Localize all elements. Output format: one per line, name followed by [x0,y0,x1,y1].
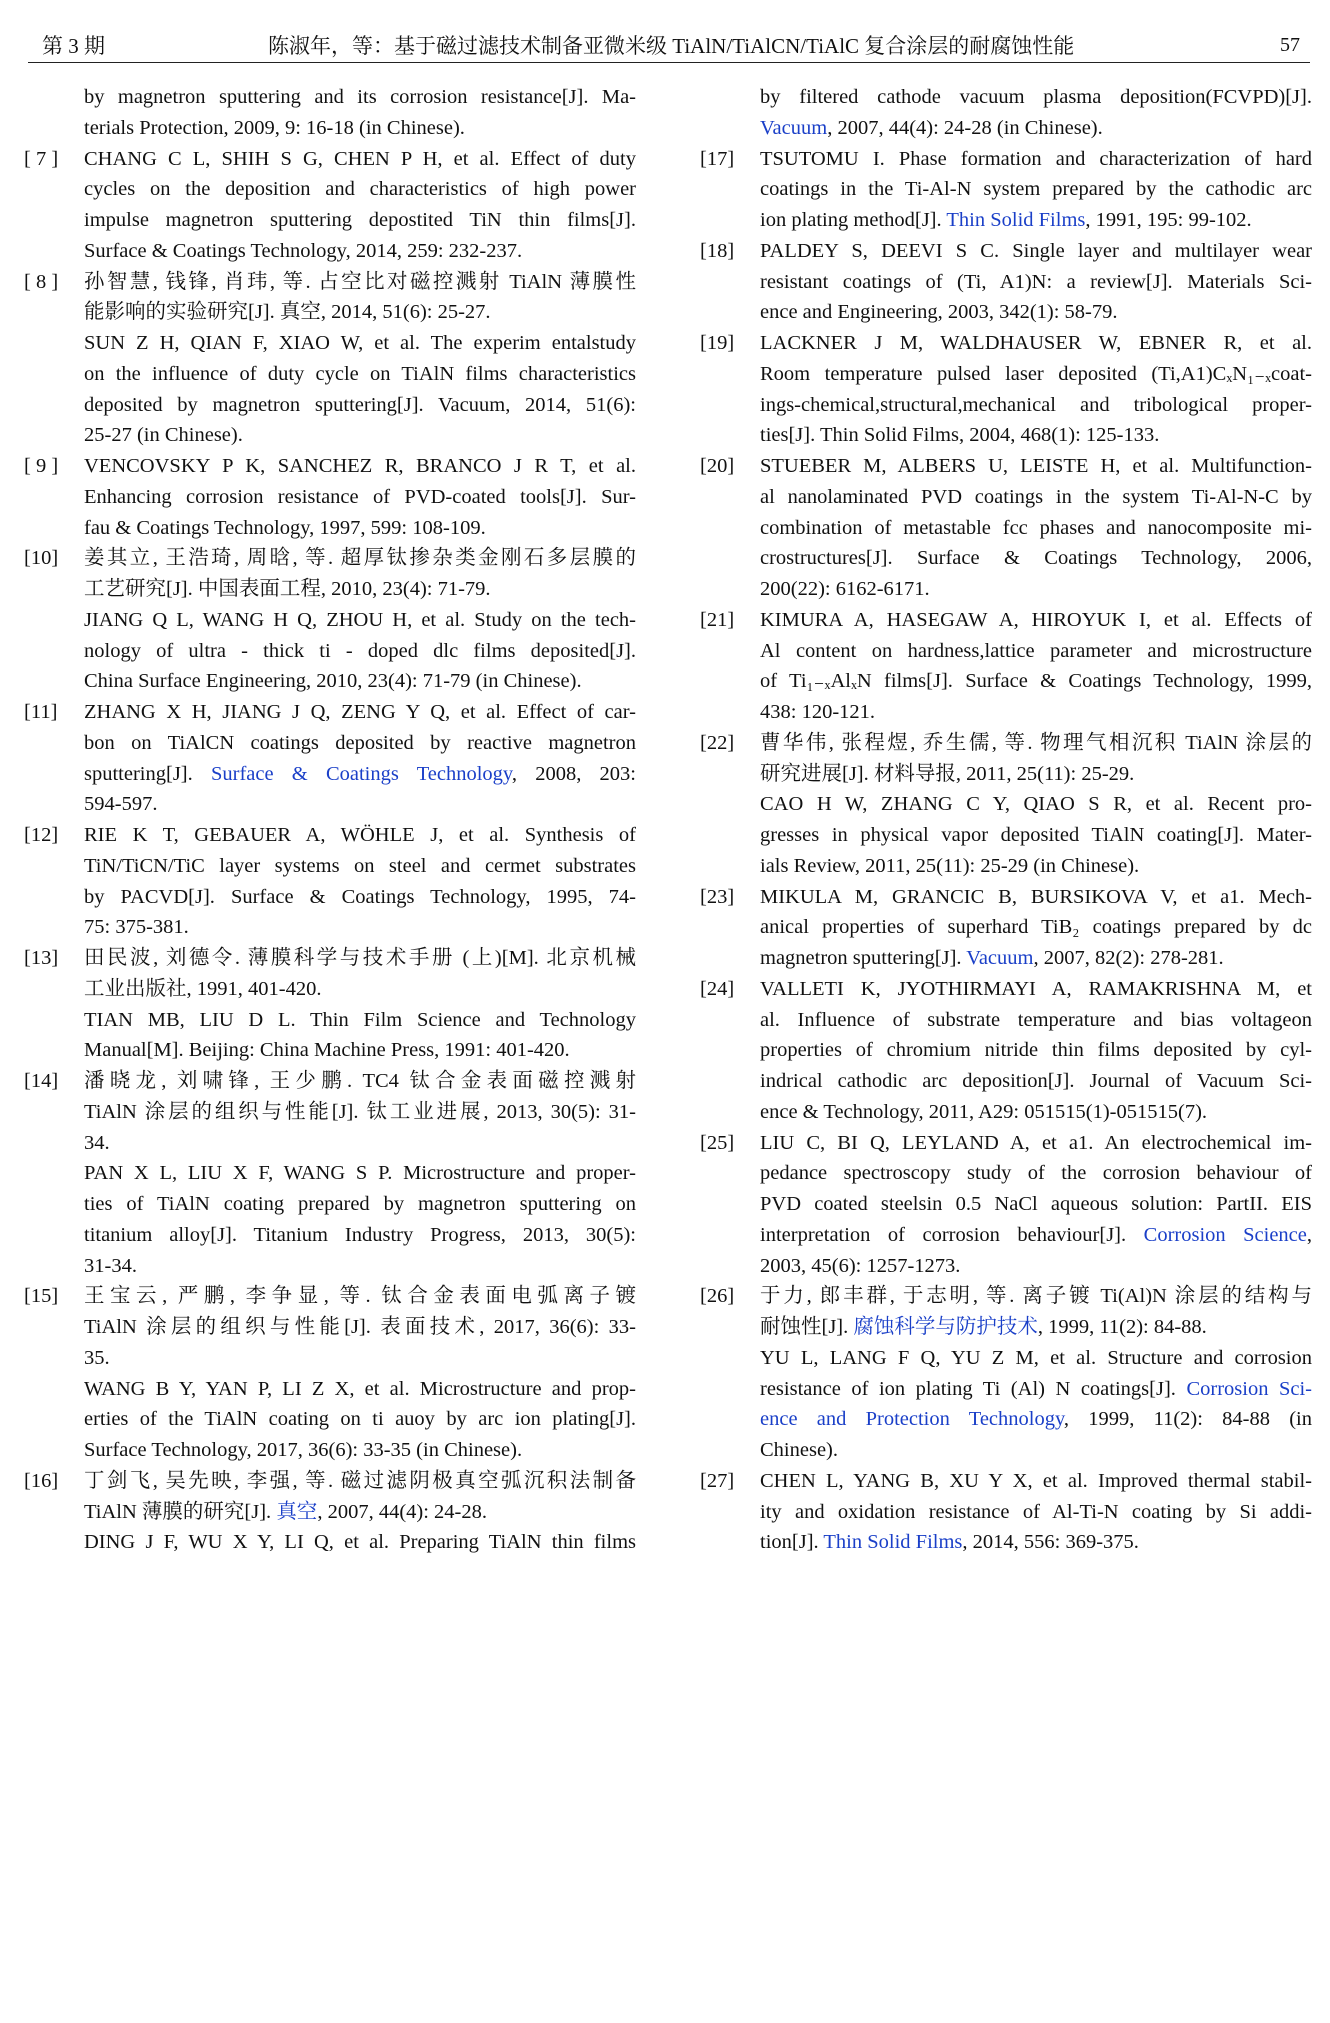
reference-number: [20] [700,455,735,477]
reference-text: combination of metastable fcc phases and nanocomposite mi- [760,516,1312,539]
reference-text: 35. [84,1346,110,1369]
reference-text: Vacuum, 2007, 44(4): 24-28 (in Chinese). [760,116,1103,139]
reference-text: CHEN L, YANG B, XU Y X, et al. Improved thermal stabil- [760,1469,1312,1492]
reference-text: on the influence of duty cycle on TiAlN films characteristics [84,362,636,385]
reference-text: 31-34. [84,1254,137,1277]
reference-number: [ 9 ] [24,455,59,477]
reference-text: 曹华伟, 张程煜, 乔生儒, 等. 物理气相沉积 TiAlN 涂层的 [760,731,1312,754]
reference-text: LIU C, BI Q, LEYLAND A, et a1. An electrochemical im- [760,1131,1312,1154]
reference-text: tion[J]. Thin Solid Films, 2014, 556: 369-375. [760,1531,1139,1554]
journal-link[interactable]: Corrosion Science [1143,1223,1307,1246]
reference-text: pedance spectroscopy study of the corrosion behaviour of [760,1162,1312,1185]
reference-text: PAN X L, LIU X F, WANG S P. Microstructure and proper- [84,1162,636,1185]
reference-text: TiAlN 薄膜的研究[J]. 真空, 2007, 44(4): 24-28. [84,1500,487,1523]
reference-text: VALLETI K, JYOTHIRMAYI A, RAMAKRISHNA M, et [760,977,1312,1000]
journal-link[interactable]: Corrosion Sci- [1186,1377,1312,1400]
reference-text: ZHANG X H, JIANG J Q, ZENG Y Q, et al. Effect of car- [84,701,636,723]
reference-text: TiAlN 涂层的组织与性能[J]. 表面技术, 2017, 36(6): 33- [84,1316,636,1338]
journal-link[interactable]: Vacuum [760,116,828,139]
journal-link[interactable]: 真空 [276,1500,318,1523]
reference-text: 200(22): 6162-6171. [760,578,930,600]
reference-text: gresses in physical vapor deposited TiAlN coating[J]. Mater- [760,824,1312,846]
reference-text: TiN/TiCN/TiC layer systems on steel and cermet substrates [84,854,636,877]
reference-text: JIANG Q L, WANG H Q, ZHOU H, et al. Study on the tech- [84,608,636,631]
reference-text: RIE K T, GEBAUER A, WÖHLE J, et al. Synthesis of [84,824,636,846]
reference-number: [27] [700,1469,735,1492]
journal-link[interactable]: Surface & Coatings Technology [210,762,512,785]
reference-text: PVD coated steelsin 0.5 NaCl aqueous solution: PartII. EIS [760,1193,1312,1215]
reference-text: ion plating method[J]. Thin Solid Films, 1991, 195: 99-102. [760,209,1252,231]
reference-text: STUEBER M, ALBERS U, LEISTE H, et al. Multifunction- [760,455,1312,477]
reference-text: LACKNER J M, WALDHAUSER W, EBNER R, et al. [760,332,1312,354]
reference-text: PALDEY S, DEEVI S C. Single layer and multilayer wear [760,239,1312,262]
reference-text: Enhancing corrosion resistance of PVD-coated tools[J]. Sur- [84,485,636,508]
reference-text: 75: 375-381. [84,916,189,939]
reference-text: titanium alloy[J]. Titanium Industry Progress, 2013, 30(5): [84,1223,636,1246]
reference-text: ties of TiAlN coating prepared by magnetron sputtering on [84,1193,636,1215]
reference-text: interpretation of corrosion behaviour[J]. Corrosion Science, [760,1223,1312,1246]
journal-link[interactable]: 腐蚀科学与防护技术 [853,1316,1038,1338]
journal-link[interactable]: Vacuum [966,947,1034,969]
reference-text: VENCOVSKY P K, SANCHEZ R, BRANCO J R T, et al. [84,455,636,477]
reference-text: TiAlN 涂层的组织与性能[J]. 钛工业进展, 2013, 30(5): 31- [84,1100,636,1123]
reference-text: cycles on the deposition and characteristics of high power [84,178,636,201]
reference-number: [23] [700,885,735,908]
reference-text: Al content on hardness,lattice parameter and microstructure [760,639,1312,662]
issue-label: 第 3 期 [42,34,105,58]
journal-link[interactable]: Thin Solid Films [823,1531,963,1554]
reference-text: nology of ultra - thick ti - doped dlc films deposited[J]. [84,639,636,662]
reference-text: Manual[M]. Beijing: China Machine Press, 1991: 401-420. [84,1039,570,1062]
reference-text: Chinese). [760,1439,838,1461]
reference-number: [14] [24,1070,59,1092]
reference-text: TSUTOMU I. Phase formation and characterization of hard [760,147,1312,170]
reference-text: 438: 120-121. [760,701,876,723]
reference-number: [19] [700,332,735,354]
reference-text: CHANG C L, SHIH S G, CHEN P H, et al. Effect of duty [84,147,636,170]
page-header [28,28,1310,63]
reference-line [24,1522,636,1562]
reference-number: [ 7 ] [24,147,59,170]
reference-text: 潘晓龙, 刘啸锋, 王少鹏. TC4 钛合金表面磁控溅射 [84,1070,636,1092]
reference-text: 工业出版社, 1991, 401-420. [84,977,322,1000]
running-title: 陈淑年，等：基于磁过滤技术制备亚微米级 TiAlN/TiAlCN/TiAlC 复合涂层的耐腐蚀性能 [268,34,1075,58]
reference-text: ties[J]. Thin Solid Films, 2004, 468(1): 125-133. [760,424,1160,447]
reference-number: [16] [24,1469,59,1492]
reference-number: [11] [24,701,58,723]
reference-text: resistant coatings of (Ti, A1)N: a review[J]. Materials Sci- [760,270,1312,293]
reference-text: 工艺研究[J]. 中国表面工程, 2010, 23(4): 71-79. [84,578,491,600]
reference-number: [21] [700,608,735,631]
reference-text: 研究进展[J]. 材料导报, 2011, 25(11): 25-29. [760,762,1135,785]
reference-text: bon on TiAlCN coatings deposited by reactive magnetron [84,731,636,754]
reference-text: by filtered cathode vacuum plasma deposition(FCVPD)[J]. [760,86,1312,108]
reference-number: [ 8 ] [24,270,59,293]
reference-text: by magnetron sputtering and its corrosion resistance[J]. Ma- [84,86,636,108]
reference-text: ings-chemical,structural,mechanical and tribological proper- [760,393,1312,416]
reference-number: [22] [700,731,735,754]
reference-text: KIMURA A, HASEGAW A, HIROYUK I, et al. Effects of [760,608,1312,631]
reference-text: of Ti₁₋ₓAlₓN films[J]. Surface & Coatings Technology, 1999, [760,670,1312,693]
reference-text: properties of chromium nitride thin films deposited by cyl- [760,1039,1312,1062]
reference-text: by PACVD[J]. Surface & Coatings Technology, 1995, 74- [84,885,636,908]
reference-number: [25] [700,1131,735,1154]
reference-text: MIKULA M, GRANCIC B, BURSIKOVA V, et a1. Mech- [760,885,1312,908]
reference-text: 田民波, 刘德令. 薄膜科学与技术手册 (上)[M]. 北京机械 [84,947,636,969]
reference-text: 2003, 45(6): 1257-1273. [760,1254,961,1277]
page-number: 57 [1280,34,1300,56]
reference-number: [24] [700,977,735,1000]
reference-text: Surface Technology, 2017, 36(6): 33-35 (in Chinese). [84,1439,523,1461]
reference-text: crostructures[J]. Surface & Coatings Technology, 2006, [760,547,1312,570]
reference-text: 耐蚀性[J]. 腐蚀科学与防护技术, 1999, 11(2): 84-88. [760,1316,1207,1338]
reference-text: erties of the TiAlN coating on ti auoy by arc ion plating[J]. [84,1408,636,1431]
reference-text: 594-597. [84,793,158,816]
journal-link[interactable]: Thin Solid Films [946,209,1086,231]
reference-text: 于力, 郎丰群, 于志明, 等. 离子镀 Ti(Al)N 涂层的结构与 [760,1285,1312,1308]
reference-text: 能影响的实验研究[J]. 真空, 2014, 51(6): 25-27. [84,301,491,324]
reference-text: indrical cathodic arc deposition[J]. Journal of Vacuum Sci- [760,1070,1312,1092]
reference-text: terials Protection, 2009, 9: 16-18 (in Chinese). [84,116,465,139]
reference-text: TIAN MB, LIU D L. Thin Film Science and Technology [84,1008,636,1031]
reference-text: resistance of ion plating Ti (Al) N coatings[J]. Corrosion Sci- [760,1377,1312,1400]
reference-number: [26] [700,1285,735,1308]
reference-text: CAO H W, ZHANG C Y, QIAO S R, et al. Recent pro- [760,793,1312,816]
reference-text: al nanolaminated PVD coatings in the system Ti-Al-N-C by [760,485,1312,508]
reference-text: ity and oxidation resistance of Al-Ti-N coating by Si addi- [760,1500,1312,1523]
reference-text: 丁剑飞, 吴先映, 李强, 等. 磁过滤阴极真空弧沉积法制备 [84,1469,636,1492]
reference-text: ence & Technology, 2011, A29: 051515(1)-051515(7). [760,1100,1208,1123]
reference-text: magnetron sputtering[J]. Vacuum, 2007, 82(2): 278-281. [760,947,1224,969]
journal-link[interactable]: ence and Protection Technology [760,1408,1064,1431]
reference-text: Surface & Coatings Technology, 2014, 259: 232-237. [84,239,523,262]
reference-text: deposited by magnetron sputtering[J]. Vacuum, 2014, 51(6): [84,393,636,416]
reference-text: fau & Coatings Technology, 1997, 599: 108-109. [84,516,486,539]
reference-text: coatings in the Ti-Al-N system prepared by the cathodic arc [760,178,1312,201]
reference-text: Room temperature pulsed laser deposited (Ti,A1)CₓN₁₋ₓcoat- [760,362,1312,385]
reference-text: ence and Protection Technology, 1999, 11(2): 84-88 (in [760,1408,1312,1431]
reference-number: [18] [700,239,735,262]
reference-text: 孙智慧, 钱锋, 肖玮, 等. 占空比对磁控溅射 TiAlN 薄膜性 [84,270,636,293]
reference-text: al. Influence of substrate temperature and bias voltageon [760,1008,1312,1031]
reference-text: sputtering[J]. Surface & Coatings Technology, 2008, 203: [84,762,636,785]
reference-text: WANG B Y, YAN P, LI Z X, et al. Microstructure and prop- [84,1377,636,1400]
reference-number: [17] [700,147,735,170]
reference-number: [15] [24,1285,59,1308]
reference-text: 姜其立, 王浩琦, 周晗, 等. 超厚钛掺杂类金刚石多层膜的 [84,547,636,570]
reference-text: 34. [84,1131,110,1154]
reference-text: DING J F, WU X Y, LI Q, et al. Preparing TiAlN thin films [84,1531,636,1554]
reference-number: [10] [24,547,59,570]
reference-number: [13] [24,947,59,969]
reference-text: YU L, LANG F Q, YU Z M, et al. Structure and corrosion [760,1346,1312,1369]
reference-text: 王宝云, 严鹏, 李争显, 等. 钛合金表面电弧离子镀 [84,1285,636,1308]
reference-text: SUN Z H, QIAN F, XIAO W, et al. The experim entalstudy [84,332,636,354]
reference-text: China Surface Engineering, 2010, 23(4): 71-79 (in Chinese). [84,670,582,693]
reference-number: [12] [24,824,59,846]
reference-text: ence and Engineering, 2003, 342(1): 58-79. [760,301,1118,324]
reference-text: ials Review, 2011, 25(11): 25-29 (in Chinese). [760,854,1140,877]
reference-line [700,1522,1312,1562]
reference-text: anical properties of superhard TiB₂ coatings prepared by dc [760,916,1312,939]
reference-text: 25-27 (in Chinese). [84,424,243,447]
reference-text: impulse magnetron sputtering depostited TiN thin films[J]. [84,209,636,231]
